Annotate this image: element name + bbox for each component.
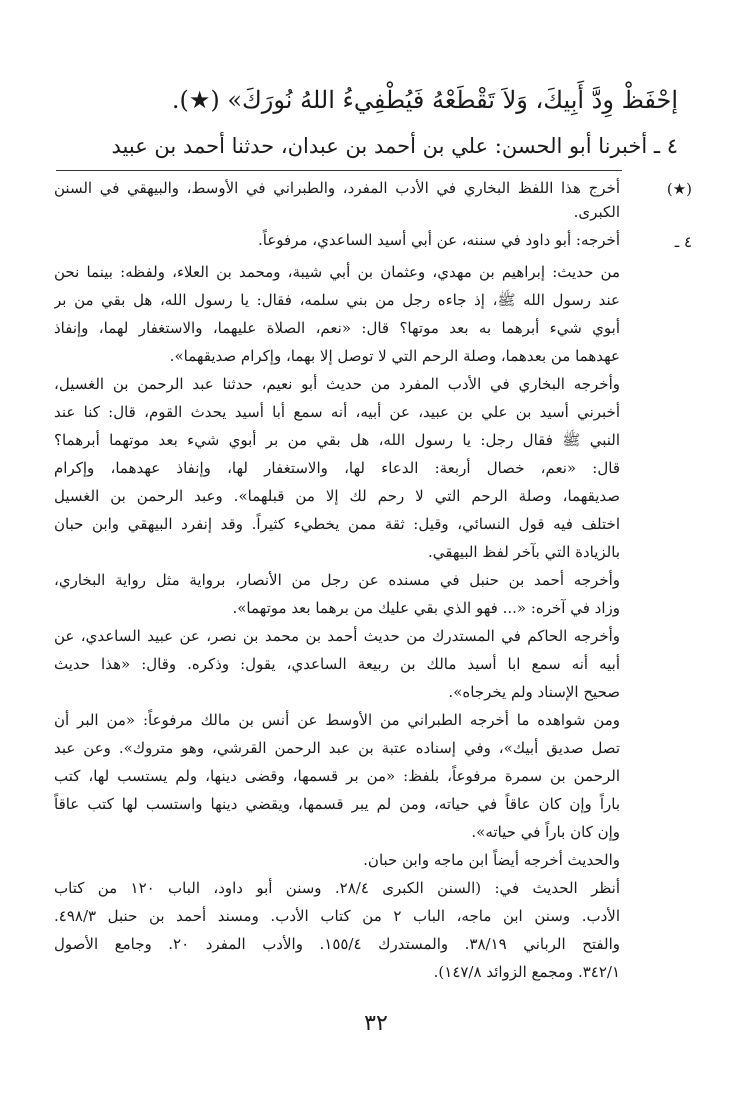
footnote-line: وأخرجه أحمد بن حنبل في مسنده عن رجل من الأنصار، برواية مثل رواية البخاري، bbox=[54, 571, 620, 589]
footnote-line: عند رسول الله ﷺ، إذ جاءه رجل من بني سلمه، فقال: يا رسول الله، هل بقي من بر bbox=[54, 291, 620, 309]
footnote-line: الرحمن بن سمرة مرفوعاً، بلفظ: «من بر قسمها، وقضى دينها، ولم يستسب لها، كتب bbox=[54, 767, 620, 785]
footnote-line: أخبرني أسيد بن علي بن عبيد، عن أبيه، أنه سمع أبا أسيد يحدث القوم، قال: كنا عند bbox=[54, 403, 620, 421]
footnote-line: ٣٤٢/١. ومجمع الزوائد ١٤٧/٨). bbox=[433, 963, 620, 981]
footnote-line: من حديث: إبراهيم بن مهدي، وعثمان بن أبي شيبة، ومحمد بن العلاء، ولفظه: بينما نحن bbox=[54, 263, 620, 281]
footnote-line: أبيه أنه سمع ابا أسيد مالك بن ربيعة الساعدي، يقول: وذكره. وقال: «هذا حديث bbox=[54, 655, 620, 673]
footnote-line: تصل صديق أبيك»، وفي إسناده عتبة بن عبد الرحمن القرشي، وهو متروك». وعن عبد bbox=[54, 739, 620, 757]
main-text-line-1: إحْفَظْ وِدَّ أَبِيكَ، وَلاَ تَقْطَعْهُ فَيُطْفِيءُ اللهُ نُورَكَ» (★). bbox=[171, 86, 678, 114]
footnote-line: بالزيادة التي بآخر لفظ البيهقي. bbox=[428, 543, 620, 561]
footnote-line: صحيح الإسناد ولم يخرجاه». bbox=[448, 683, 620, 701]
footnote-line: وإن كان باراً في حياته». bbox=[471, 823, 620, 841]
footnote-line: عهدهما من بعدهما، وصلة الرحم التي لا توصل إلا بهما، وإكرام صديقهما». bbox=[169, 347, 620, 365]
footnote-line: أخرج هذا اللفظ البخاري في الأدب المفرد، والطبراني في الأوسط، والبيهقي في السنن bbox=[54, 179, 620, 197]
footnote-line: والحديث أخرجه أيضاً ابن ماجه وابن حبان. bbox=[363, 851, 620, 869]
footnote-line: وأخرجه البخاري في الأدب المفرد من حديث أبو نعيم، حدثنا عبد الرحمن بن الغسيل، bbox=[54, 375, 620, 393]
footnote-four-marker: ٤ ـ bbox=[674, 233, 692, 251]
main-text-line-2: ٤ ـ أخبرنا أبو الحسن: علي بن أحمد بن عبدان، حدثنا أحمد بن عبيد bbox=[111, 134, 678, 158]
footnote-star-marker: (★) bbox=[666, 180, 692, 198]
footnote-line: الأدب. وسنن ابن ماجه، الباب ٢ من كتاب الأدب. ومسند أحمد بن حنبل ٤٩٨/٣. bbox=[54, 907, 620, 925]
page-number: ٣٢ bbox=[364, 1011, 388, 1036]
footnote-line: والفتح الرباني ٣٨/١٩. والمستدرك ١٥٥/٤. والأدب المفرد ٢٠. وجامع الأصول bbox=[54, 935, 620, 953]
footnote-line: وأخرجه الحاكم في المستدرك من حديث أحمد بن محمد بن نصر، عن عبيد الساعدي، عن bbox=[54, 627, 620, 645]
footnote-line: وزاد في آخره: «... فهو الذي بقي عليك من برهما بعد موتهما». bbox=[232, 599, 620, 617]
footnote-separator bbox=[56, 170, 622, 171]
footnote-line: أبوي شيء أبرهما به بعد موتها؟ قال: «نعم، الصلاة عليهما، والاستغفار لهما، وإنفاذ bbox=[54, 319, 620, 337]
footnote-line: باراً وإن كان عاقاً في حياته، ومن لم يبر قسمها، ويقضي دينها واستسب لها كتب عاقاً bbox=[54, 795, 620, 813]
footnote-line: النبي ﷺ فقال رجل: يا رسول الله، هل بقي من بر أبوي شيء بعد موتهما أبرهما؟ bbox=[54, 431, 620, 449]
footnote-line: اختلف فيه قول النسائي، وقيل: ثقة ممن يخطيء كثيراً. وقد إنفرد البيهقي وابن حبان bbox=[54, 515, 620, 533]
footnote-line: أخرجه: أبو داود في سننه، عن أبي أسيد الساعدي، مرفوعاً. bbox=[258, 231, 620, 249]
footnote-line: أنظر الحديث في: (السنن الكبرى ٢٨/٤. وسنن أبو داود، الباب ١٢٠ من كتاب bbox=[54, 879, 620, 897]
footnote-line: صديقهما، وصلة الرحم التي لا رحم لك إلا من قبلهما». وعبد الرحمن بن الغسيل bbox=[54, 487, 620, 505]
footnote-line: ومن شواهده ما أخرجه الطبراني من الأوسط عن أنس بن مالك مرفوعاً: «من البر أن bbox=[54, 711, 620, 729]
footnote-line: قال: «نعم، خصال أربعة: الدعاء لها، والاستغفار لها، وإنفاذ عهدهما، وإكرام bbox=[54, 459, 620, 477]
footnote-line: الكبرى. bbox=[573, 203, 620, 221]
